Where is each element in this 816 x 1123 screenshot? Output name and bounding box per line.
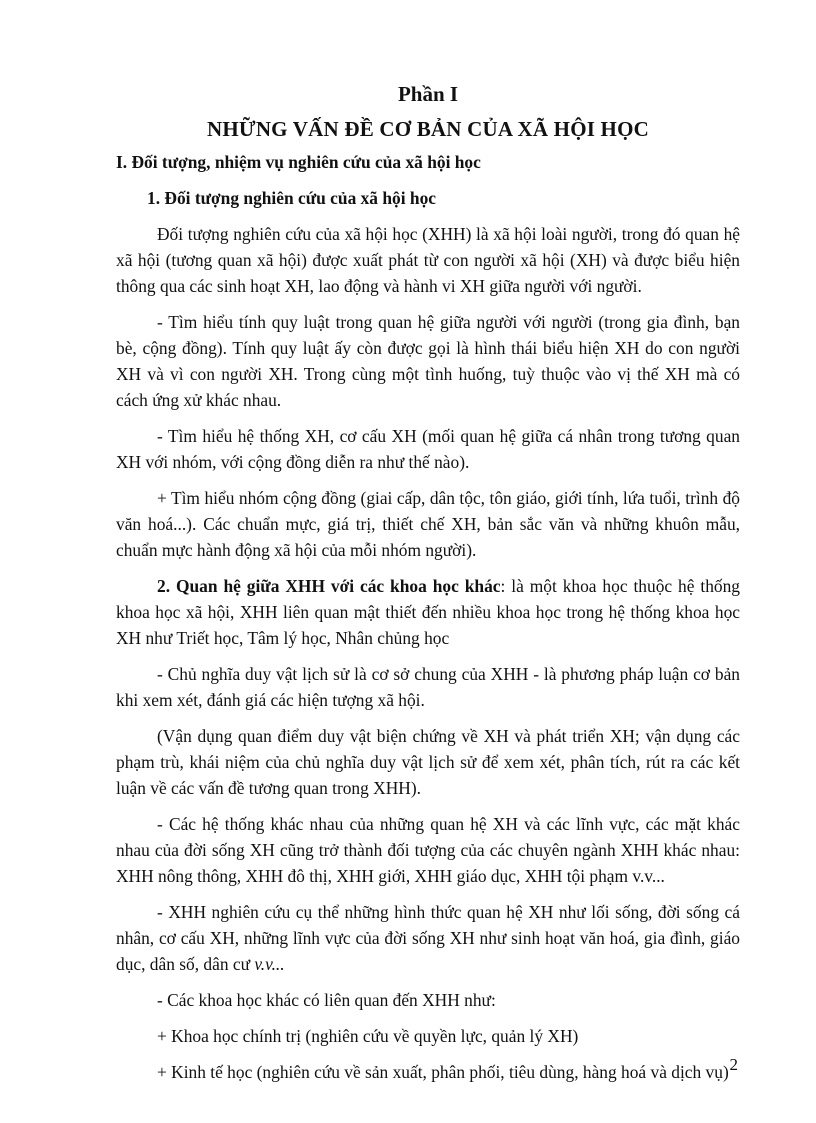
- paragraph: [116, 899, 740, 977]
- paragraph-text: : là một khoa học thuộc hệ thống khoa học xã hội, XHH liên quan mật thiết đến nhiều khoa học trong hệ thống khoa học XH như Triết học, Tâm lý học, Nhân chủng học: [116, 576, 740, 648]
- part-subtitle: NHỮNG VẤN ĐỀ CƠ BẢN CỦA XÃ HỘI HỌC: [207, 117, 649, 141]
- section-heading: I. Đối tượng, nhiệm vụ nghiên cứu của xã hội học: [116, 152, 481, 172]
- paragraph: + Khoa học chính trị (nghiên cứu về quyền lực, quản lý XH): [157, 1026, 579, 1046]
- paragraph: - Chủ nghĩa duy vật lịch sử là cơ sở chung của XHH - là phương pháp luận cơ bản khi xem xét, đánh giá các hiện tượng xã hội.: [116, 664, 740, 710]
- paragraph-text: - XHH nghiên cứu cụ thể những hình thức quan hệ XH như lối sống, đời sống cá nhân, cơ cấu XH, những lĩnh vực của đời sống XH như sinh hoạt văn hoá, gia đình, giáo dục, dân số, dân cư: [116, 902, 740, 974]
- paragraph: + Tìm hiểu nhóm cộng đồng (giai cấp, dân tộc, tôn giáo, giới tính, lứa tuổi, trình độ văn hoá...). Các chuẩn mực, giá trị, thiết chế XH, bản sắc văn và những khuôn mẫu, chuẩn mực hành động xã hội của mỗi nhóm người).: [116, 488, 740, 560]
- paragraph-subsection-2: [116, 573, 740, 651]
- paragraph: - Tìm hiểu hệ thống XH, cơ cấu XH (mối quan hệ giữa cá nhân trong tương quan XH với nhóm, với cộng đồng diễn ra như thế nào).: [116, 426, 740, 472]
- paragraph: Đối tượng nghiên cứu của xã hội học (XHH) là xã hội loài người, trong đó quan hệ xã hội (tương quan xã hội) được xuất phát từ con người xã hội (XH) và được biểu hiện thông qua các sinh hoạt XH, lao động và hành vi XH giữa người với người.: [116, 224, 740, 296]
- paragraph: - Tìm hiểu tính quy luật trong quan hệ giữa người với người (trong gia đình, bạn bè, cộng đồng). Tính quy luật ấy còn được gọi là hình thái biểu hiện XH do con người XH và vì con người XH. Trong cùng một tình huống, tuỳ thuộc vào vị thế XH mà có cách ứng xử khác nhau.: [116, 312, 740, 410]
- subsection-heading-2: 2. Quan hệ giữa XHH với các khoa học khác: [157, 576, 501, 596]
- paragraph-italic-text: v.v...: [254, 954, 285, 974]
- paragraph: - Các hệ thống khác nhau của những quan hệ XH và các lĩnh vực, các mặt khác nhau của đời sống XH cũng trở thành đối tượng của các chuyên ngành XHH khác nhau: XHH nông thông, XHH đô thị, XHH giới, XHH giáo dục, XHH tội phạm v.v...: [116, 814, 740, 886]
- part-title: Phần I: [397, 82, 459, 106]
- document-page: [116, 80, 740, 1094]
- paragraph: - Các khoa học khác có liên quan đến XHH như:: [157, 990, 496, 1010]
- page-number: 2: [729, 1055, 738, 1074]
- subsection-heading-1: 1. Đối tượng nghiên cứu của xã hội học: [147, 188, 436, 208]
- paragraph: + Kinh tế học (nghiên cứu về sản xuất, phân phối, tiêu dùng, hàng hoá và dịch vụ): [157, 1062, 729, 1082]
- paragraph: (Vận dụng quan điểm duy vật biện chứng về XH và phát triển XH; vận dụng các phạm trù, khái niệm của chủ nghĩa duy vật lịch sử để xem xét, phân tích, rút ra các kết luận về các vấn đề tương quan trong XHH).: [116, 726, 740, 798]
